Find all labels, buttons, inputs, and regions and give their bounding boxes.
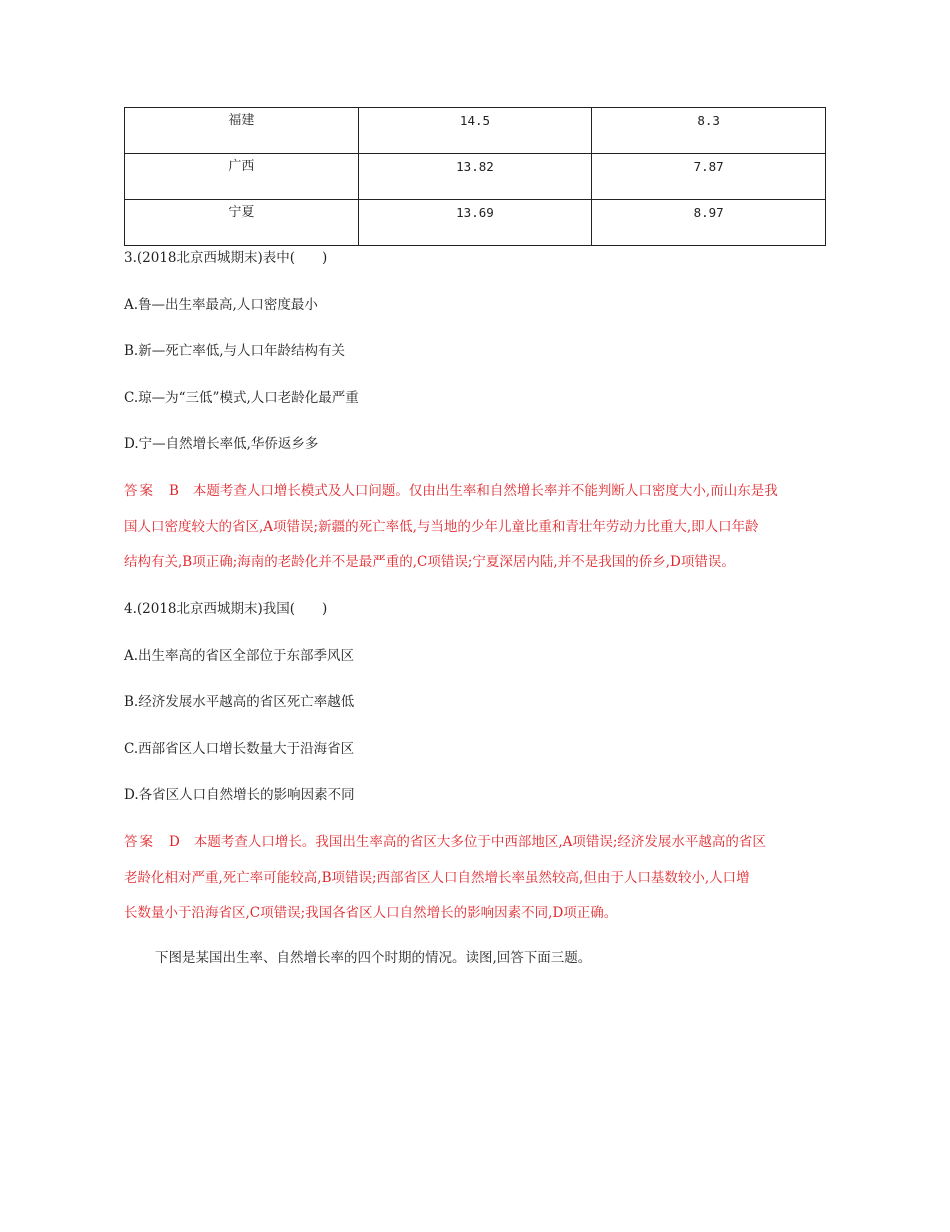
question-4-answer-line-1 [124, 832, 844, 852]
question-4-answer-line-2: 老龄化相对严重,死亡率可能较高,B项错误;西部省区人口自然增长率虽然较高,但由于人口基数较小,人口增 [124, 870, 750, 886]
value-cell: 13.69 [358, 200, 592, 246]
answer-label: 答案 [124, 483, 155, 499]
question-3-answer-line-1 [124, 481, 844, 501]
table-row [125, 108, 826, 154]
table-row [125, 154, 826, 200]
question-3-option-a: A.鲁—出生率最高,人口密度最小 [124, 297, 318, 313]
question-3-option-c: C.琼—为“三低”模式,人口老龄化最严重 [124, 390, 359, 406]
question-4-option-d: D.各省区人口自然增长的影响因素不同 [124, 787, 355, 803]
table-row [125, 200, 826, 246]
question-3-stem: 3.(2018北京西城期末)表中( ) [124, 250, 328, 266]
section-intro: 下图是某国出生率、自然增长率的四个时期的情况。读图,回答下面三题。 [155, 950, 592, 966]
answer-explanation: 本题考查人口增长模式及人口问题。仅由出生率和自然增长率并不能判断人口密度大小,而山东是我 [192, 483, 778, 499]
answer-label: 答案 [124, 834, 155, 850]
value-cell: 14.5 [358, 108, 592, 154]
answer-explanation: 本题考查人口增长。我国出生率高的省区大多位于中西部地区,A项错误;经济发展水平越高的省区 [193, 834, 766, 850]
answer-letter: B [169, 483, 179, 499]
question-4-option-b: B.经济发展水平越高的省区死亡率越低 [124, 694, 355, 710]
question-4-option-c: C.西部省区人口增长数量大于沿海省区 [124, 741, 355, 757]
value-cell: 7.87 [592, 154, 826, 200]
region-cell: 福建 [125, 108, 359, 154]
question-4-stem: 4.(2018北京西城期末)我国( ) [124, 601, 328, 617]
question-3-answer-line-2: 国人口密度较大的省区,A项错误;新疆的死亡率低,与当地的少年儿童比重和青壮年劳动力比重大,即人口年龄 [124, 519, 759, 535]
question-4-answer-line-3: 长数量小于沿海省区,C项错误;我国各省区人口自然增长的影响因素不同,D项正确。 [124, 905, 618, 921]
population-table [124, 107, 826, 246]
question-4-option-a: A.出生率高的省区全部位于东部季风区 [124, 648, 355, 664]
region-cell: 宁夏 [125, 200, 359, 246]
region-cell: 广西 [125, 154, 359, 200]
question-3-option-b: B.新—死亡率低,与人口年龄结构有关 [124, 343, 346, 359]
value-cell: 8.3 [592, 108, 826, 154]
answer-letter: D [169, 834, 180, 850]
question-3-option-d: D.宁—自然增长率低,华侨返乡多 [124, 436, 319, 452]
value-cell: 13.82 [358, 154, 592, 200]
question-3-answer-line-3: 结构有关,B项正确;海南的老龄化并不是最严重的,C项错误;宁夏深居内陆,并不是我国的侨乡,D项错误。 [124, 554, 735, 570]
value-cell: 8.97 [592, 200, 826, 246]
